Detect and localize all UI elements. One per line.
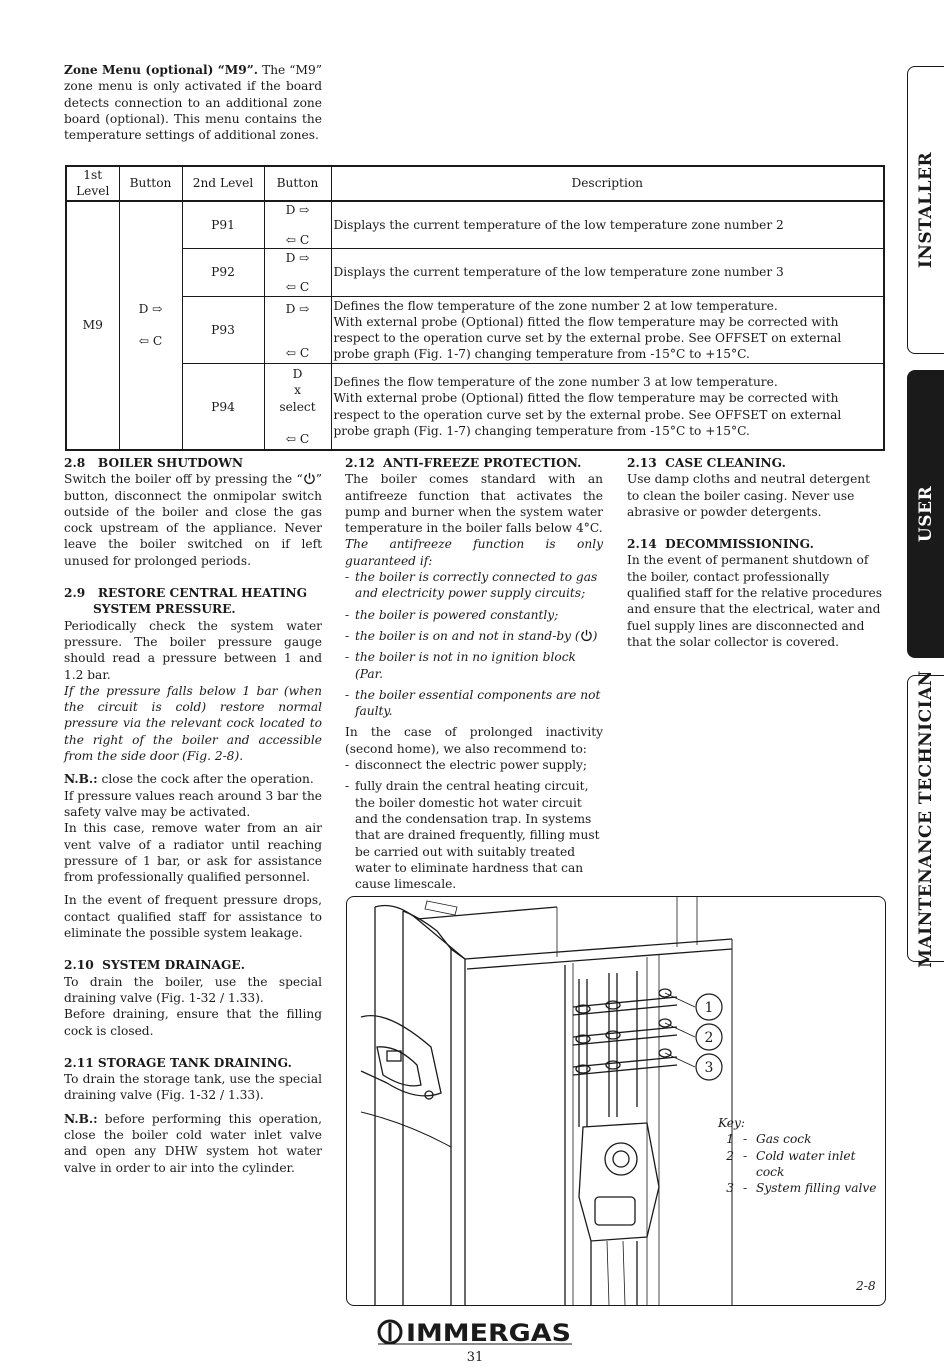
- logo-mark-icon: [376, 1316, 574, 1348]
- code-p94: P94: [182, 364, 264, 451]
- button-mid: x: [294, 383, 301, 398]
- callout-label-3: 3: [704, 1060, 714, 1076]
- code-p93: P93: [182, 297, 264, 364]
- tab-label: MAINTENANCE TECHNICIAN: [916, 669, 936, 968]
- note-label: N.B.:: [64, 772, 98, 787]
- power-icon: [580, 629, 593, 642]
- level1-button-bottom: ⇦ C: [138, 334, 163, 349]
- paragraph: Periodically check the system water pressure. The boiler pressure gauge should read a pressure between 1 and 1.2 bar.: [64, 618, 322, 682]
- section-heading-2-9: 2.9 RESTORE CENTRAL HEATING: [64, 586, 308, 601]
- tab-maintenance-technician: [907, 669, 944, 968]
- note: [64, 771, 322, 787]
- paragraph: In this case, remove water from an air vent valve of a radiator until reaching pressure of 1 bar, or ask for assistance from professionally qualified personnel.: [64, 821, 322, 885]
- zone-menu-title: Zone Menu (optional) “M9”.: [64, 63, 259, 77]
- list-item: - the boiler is correctly connected to gas and electricity power supply circuits;: [345, 569, 603, 602]
- paragraph: To drain the boiler, use the special draining valve (Fig. 1-32 / 1.33).: [64, 974, 322, 1005]
- button-select: select: [279, 399, 316, 414]
- key-text: Cold water inlet cock: [756, 1148, 856, 1179]
- text-fragment: ” button, disconnect the onmipolar switch outside of the boiler and close the gas cock upstream of the appliance. Never leave the boiler switched on if left unused for prolonged periods.: [64, 472, 322, 568]
- section-heading-2-9-line2: SYSTEM PRESSURE.: [93, 602, 236, 617]
- paragraph: To drain the storage tank, use the special draining valve (Fig. 1-32 / 1.33).: [64, 1072, 322, 1103]
- button-bottom: ⇦ C: [285, 345, 310, 360]
- table-row: [66, 297, 884, 364]
- key-item: 1 - Gas cock: [718, 1131, 878, 1147]
- list-item: - the boiler is not in no ignition block (Par.: [345, 649, 603, 682]
- desc-line: Defines the flow temperature of the zone number 3 at low temperature.: [333, 375, 778, 390]
- header-button-2: Button: [264, 166, 331, 201]
- buttons-p92: [264, 249, 331, 297]
- table-row: [66, 364, 884, 451]
- column-right: [627, 455, 885, 650]
- code-p92: P92: [182, 249, 264, 297]
- paragraph: In the event of frequent pressure drops, contact qualified staff for assistance to eliminate the possible system leakage.: [64, 893, 322, 941]
- desc-line: With external probe (Optional) fitted the flow temperature may be corrected with respect to the operation curve set by the external probe. See OFFSET on external probe graph (Fig. 1-7) changing temperature from -15°C to +15°C.: [333, 314, 842, 362]
- button-top: D ⇨: [285, 202, 310, 217]
- zone-menu-intro: [64, 62, 322, 143]
- text-fragment: ): [592, 628, 598, 643]
- page-number: 31: [466, 1350, 484, 1365]
- buttons-p91: [264, 201, 331, 249]
- column-middle: [345, 455, 603, 897]
- buttons-p93: [264, 297, 331, 364]
- boiler-drawing: [347, 897, 885, 1305]
- note-text: before performing this operation, close the boiler cold water inlet valve and open any DHW system hot water valve in order to air into the cylinder.: [64, 1111, 322, 1175]
- key-number: 1: [726, 1132, 734, 1147]
- immergas-logo: [376, 1316, 574, 1348]
- key-title: Key:: [718, 1116, 745, 1130]
- paragraph: Use damp cloths and neutral detergent to clean the boiler casing. Never use abrasive or powder detergents.: [627, 472, 871, 519]
- tab-label: INSTALLER: [916, 151, 937, 269]
- list-item: - disconnect the electric power supply;: [345, 757, 603, 773]
- button-top: D: [292, 367, 303, 382]
- figure-2-8: [346, 896, 886, 1306]
- desc-line: Defines the flow temperature of the zone number 2 at low temperature.: [333, 298, 778, 313]
- button-top: D ⇨: [285, 250, 310, 265]
- text-fragment: the boiler is on and not in stand-by (: [355, 628, 580, 643]
- tab-user: [907, 370, 944, 658]
- figure-key: [718, 1115, 878, 1196]
- tab-label: USER: [916, 485, 936, 543]
- callout-label-1: 1: [704, 1000, 714, 1016]
- paragraph: In the case of prolonged inactivity (second home), we also recommend to:: [345, 725, 603, 756]
- key-number: 3: [726, 1181, 734, 1196]
- table-row: [66, 249, 884, 297]
- buttons-p94: [264, 364, 331, 451]
- conditions-list: [345, 569, 603, 719]
- button-bottom: ⇦ C: [285, 280, 310, 295]
- section-heading-2-11: 2.11 STORAGE TANK DRAINING.: [64, 1055, 292, 1070]
- key-item: 3 - System filling valve: [718, 1180, 878, 1196]
- paragraph-italic: The antifreeze function is only guaranteed if:: [345, 537, 603, 568]
- list-item: - the boiler is powered constantly;: [345, 607, 603, 623]
- section-heading-2-12: 2.12 ANTI-FREEZE PROTECTION.: [345, 456, 582, 470]
- key-item: 2 - Cold water inlet cock: [718, 1148, 878, 1181]
- button-bottom: ⇦ C: [285, 431, 310, 446]
- zone-menu-table: [65, 165, 885, 451]
- desc-p94: [331, 364, 884, 451]
- note-text: close the cock after the operation.: [97, 772, 314, 787]
- button-top: D ⇨: [285, 302, 310, 317]
- key-number: 2: [726, 1148, 734, 1163]
- figure-label: 2-8: [856, 1279, 876, 1293]
- zone-menu-text: The “M9” zone menu is only activated if the board detects connection to an additional zone board (optional). This menu contains the temperature settings of additional zones.: [64, 63, 323, 143]
- table-header-row: [66, 166, 884, 201]
- header-2nd-level: 2nd Level: [182, 166, 264, 201]
- level1-button-top: D ⇨: [138, 302, 163, 317]
- section-heading-2-8: 2.8 BOILER SHUTDOWN: [64, 456, 244, 470]
- section-text-2-8: [64, 471, 322, 569]
- key-text: System filling valve: [756, 1181, 877, 1196]
- list-item: [345, 628, 603, 644]
- level1-m9: M9: [66, 201, 119, 451]
- button-bottom: ⇦ C: [285, 232, 310, 247]
- callout-label-2: 2: [704, 1030, 714, 1046]
- text-fragment: Switch the boiler off by pressing the “: [64, 472, 303, 487]
- recommend-list: [345, 757, 603, 892]
- note-label: N.B.:: [64, 1111, 98, 1126]
- table-row: [66, 201, 884, 249]
- header-button: Button: [119, 166, 182, 201]
- paragraph: The boiler comes standard with an antifreeze function that activates the pump and burner when the system water temperature in the boiler falls below 4°C.: [345, 472, 603, 536]
- section-heading-2-10: 2.10 SYSTEM DRAINAGE.: [64, 958, 245, 973]
- paragraph-italic: If the pressure falls below 1 bar (when the circuit is cold) restore normal pressure via the relevant cock located to the right of the boiler and accessible from the side door (Fig. 2-8).: [64, 683, 322, 764]
- key-text: Gas cock: [756, 1132, 812, 1147]
- logo-text: IMMERGAS: [406, 1319, 571, 1347]
- desc-line: Displays the current temperature of the low temperature zone number 2: [333, 217, 784, 232]
- power-icon: [303, 472, 316, 485]
- tab-installer: [907, 66, 944, 354]
- paragraph: Before draining, ensure that the filling cock is closed.: [64, 1007, 322, 1038]
- list-item: - fully drain the central heating circuit, the boiler domestic hot water circuit and the condensation trap. In systems that are drained frequently, filling must be carried out with suitably treated water to eliminate hardness that can cause limescale.: [345, 778, 603, 892]
- header-description: Description: [331, 166, 884, 201]
- paragraph: If pressure values reach around 3 bar the safety valve may be activated.: [64, 788, 322, 819]
- column-left: [64, 455, 322, 1176]
- section-heading-2-13: 2.13 CASE CLEANING.: [627, 456, 786, 470]
- desc-p93: [331, 297, 884, 364]
- header-1st-level: 1st Level: [66, 166, 119, 201]
- desc-p91: [331, 201, 884, 249]
- section-heading-2-14: 2.14 DECOMMISSIONING.: [627, 537, 814, 552]
- desc-line: With external probe (Optional) fitted the flow temperature may be corrected with respect to the operation curve set by the external probe. See OFFSET on external probe graph (Fig. 1-7) changing temperature from -15°C to +15°C.: [333, 391, 842, 438]
- desc-p92: [331, 249, 884, 297]
- note: [64, 1111, 322, 1176]
- list-item: - the boiler essential components are not faulty.: [345, 687, 603, 720]
- desc-line: Displays the current temperature of the low temperature zone number 3: [333, 265, 784, 280]
- code-p91: P91: [182, 201, 264, 249]
- paragraph: In the event of permanent shutdown of the boiler, contact professionally qualified staff for the relative procedures and ensure that the electrical, water and fuel supply lines are disconnected and that the solar collector is covered.: [627, 553, 882, 649]
- level1-buttons: [119, 201, 182, 451]
